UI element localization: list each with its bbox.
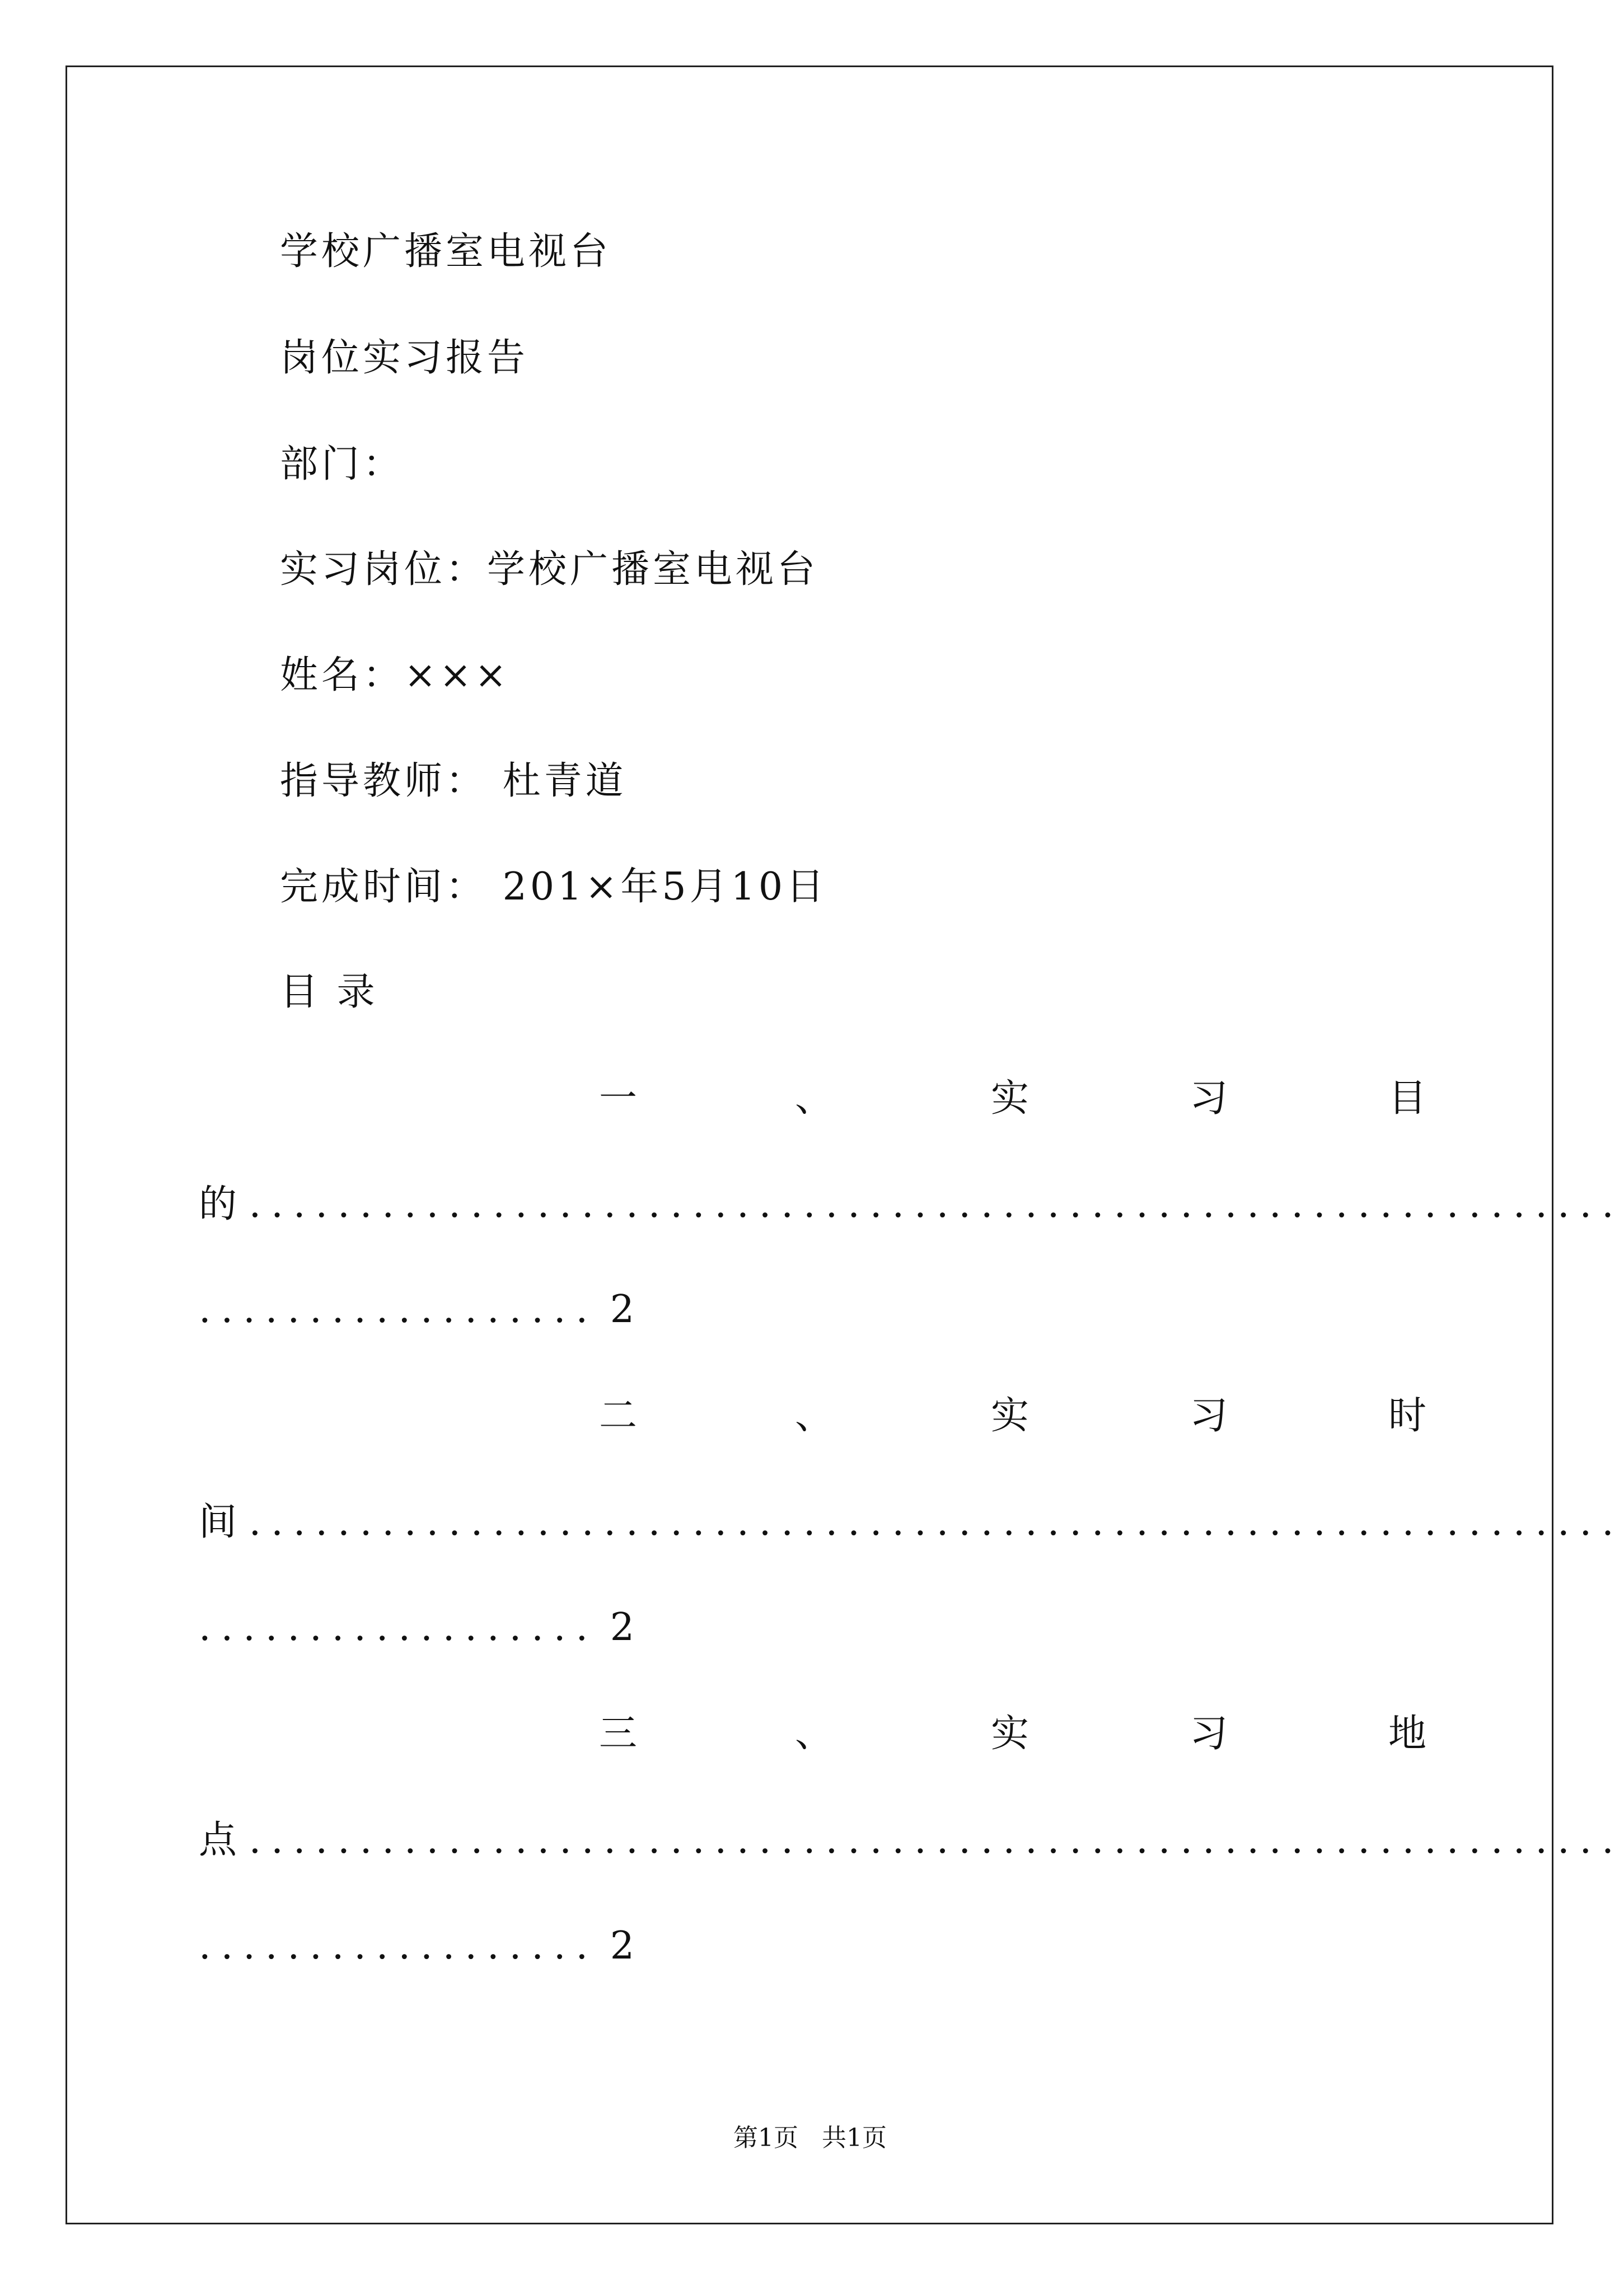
department-field: 部门： <box>280 442 405 486</box>
toc-title-char: 实 <box>991 1394 1029 1438</box>
toc-title-char: 习 <box>1190 1712 1228 1756</box>
toc-title-char: 间 <box>199 1500 237 1544</box>
toc-leader-line <box>199 1182 1624 1227</box>
contents-heading: 目 录 <box>280 970 378 1014</box>
toc-leader-dots: .............................................................. <box>249 1500 1624 1544</box>
title-line-1: 学校广播室电视台 <box>280 229 612 274</box>
toc-title-char: 地 <box>1388 1712 1427 1756</box>
footer-total-pages: 共1页 <box>822 2124 887 2152</box>
completion-date-field: 完成时间： 201×年5月10日 <box>280 865 828 909</box>
toc-title-char: 目 <box>1388 1076 1427 1121</box>
toc-title-char: 习 <box>1190 1076 1228 1121</box>
toc-number: 二 <box>599 1394 638 1438</box>
page-border <box>65 65 1553 2224</box>
toc-leader-dots: .............................................................. <box>249 1818 1624 1862</box>
toc-leader-dots: .............................................................. <box>249 1182 1624 1226</box>
toc-title-char: 实 <box>991 1712 1029 1756</box>
toc-separator: 、 <box>795 1076 834 1121</box>
toc-leader-line <box>199 1818 1624 1863</box>
toc-separator: 、 <box>795 1394 834 1438</box>
title-line-2: 岗位实习报告 <box>280 336 529 380</box>
position-field: 实习岗位：学校广播室电视台 <box>280 547 819 592</box>
toc-page-number: 2 <box>610 1287 634 1332</box>
toc-page-number: 2 <box>610 1924 634 1968</box>
page-footer <box>0 2123 1620 2154</box>
toc-leader-dots: .................. <box>199 1605 598 1650</box>
toc-leader-line <box>199 1605 1458 1650</box>
toc-page-number: 2 <box>610 1605 634 1650</box>
toc-leader-line <box>199 1924 1458 1969</box>
toc-title-char: 时 <box>1388 1394 1427 1438</box>
toc-title-char: 习 <box>1190 1394 1228 1438</box>
toc-separator: 、 <box>795 1712 834 1756</box>
toc-leader-dots: .................. <box>199 1924 598 1968</box>
toc-number: 一 <box>599 1076 638 1121</box>
instructor-field: 指导教师： 杜青道 <box>280 759 627 803</box>
toc-leader-line <box>199 1500 1624 1545</box>
toc-leader-dots: .................. <box>199 1287 598 1332</box>
toc-title-char: 点 <box>199 1818 237 1862</box>
toc-title-char: 的 <box>199 1182 237 1226</box>
toc-leader-line <box>199 1287 1458 1332</box>
toc-number: 三 <box>599 1712 638 1756</box>
toc-title-char: 实 <box>991 1076 1029 1121</box>
name-field: 姓名：××× <box>280 653 510 697</box>
footer-page-number: 第1页 <box>733 2124 798 2152</box>
